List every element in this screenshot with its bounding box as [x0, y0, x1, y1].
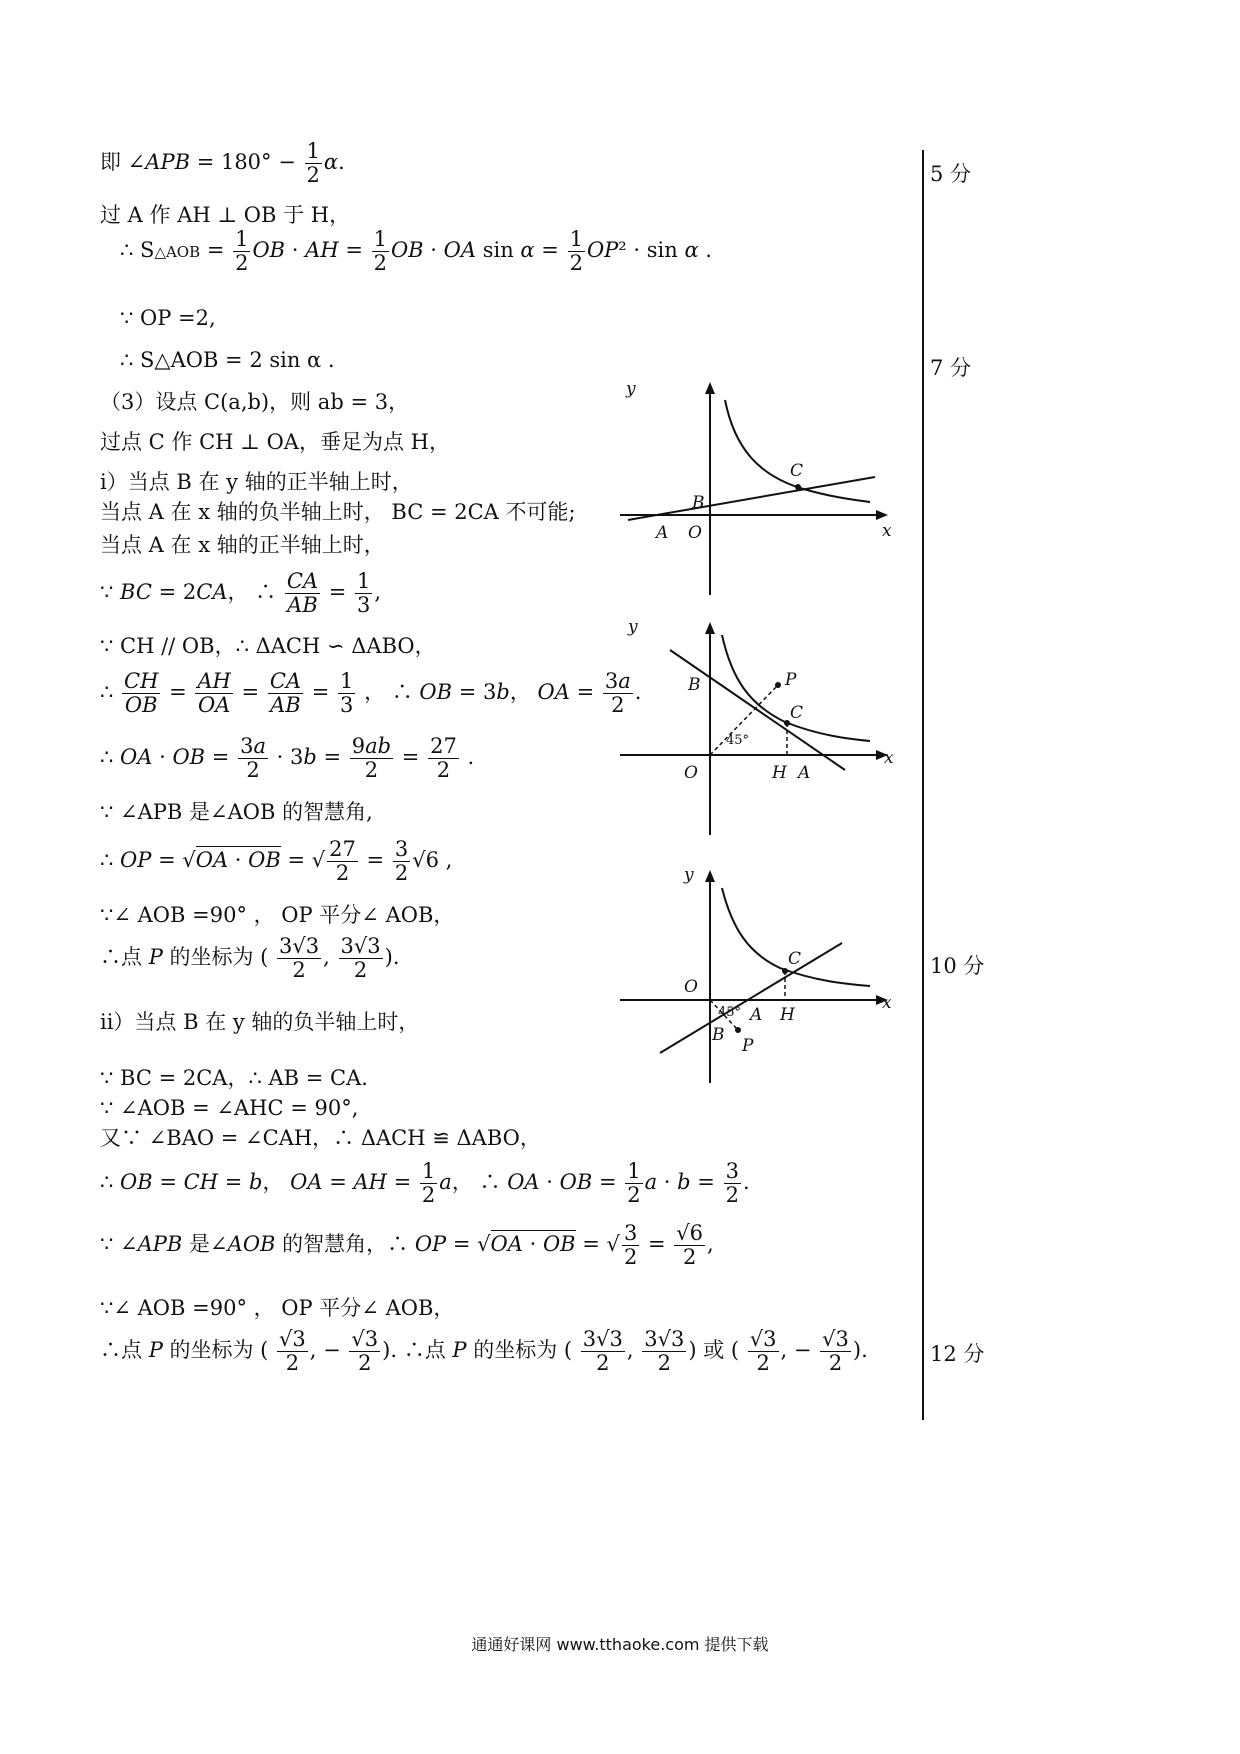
label-a: A — [750, 1005, 763, 1025]
text-similar: ∵ CH // OB，∴ ΔACH ∽ ΔABO， — [100, 634, 436, 658]
label-b: B — [712, 1025, 725, 1045]
formula-area-aob: ∴ S△AOB = $\frac{1}{2}$ OB · AH = $\frac{1}{2}$ OB · OA sin α = $\frac{1}{2}$ OP² · sin α . — [120, 227, 712, 276]
label-c: C — [788, 949, 802, 969]
label-y: y — [628, 620, 638, 637]
text-bisector: ∵∠ AOB =90° ， OP 平分∠ AOB， — [100, 903, 455, 927]
text-case2: ⅱ）当点 B 在 y 轴的负半轴上时， — [100, 1010, 420, 1034]
label-y: y — [626, 380, 636, 399]
label-x: x — [882, 993, 892, 1013]
y-arrow — [705, 870, 715, 882]
label-p: P — [742, 1036, 754, 1056]
x-arrow — [876, 510, 888, 520]
text-case1-neg: 当点 A 在 x 轴的负半轴上时， BC = 2CA 不可能; — [100, 500, 576, 524]
text-right-angles: ∵ ∠AOB = ∠AHC = 90°, — [100, 1096, 359, 1120]
label-o: O — [684, 763, 698, 783]
formula-p-coord-final: ∴点 P 的坐标为 ( $\frac{√3}{2}$ , − $\frac{√3}{2}$ ). ∴点 P 的坐标为 ( $\frac{3√3}{2}$ , $\frac{3√3}{2}$ ) 或 ( $\frac{√3}{2}$ , − $\frac{√3}{2}$ ). — [100, 1327, 868, 1376]
text-case1-pos: 当点 A 在 x 轴的正半轴上时， — [100, 533, 385, 557]
figure-1 — [620, 380, 900, 600]
y-arrow — [705, 622, 715, 634]
label-b: B — [692, 493, 705, 513]
text-wisdom-angle: ∵ ∠APB 是∠AOB 的智慧角, — [100, 800, 373, 824]
formula-op-length-2: ∵ ∠APB 是∠AOB 的智慧角，∴ OP = √OA · OB = √ $\frac{3}{2}$ = $\frac{√6}{2}$ , — [100, 1221, 714, 1270]
text-congruent: 又∵ ∠BAO = ∠CAH，∴ ΔACH ≌ ΔABO， — [100, 1126, 541, 1150]
label-p: P — [785, 670, 797, 690]
formula-angle-apb: 即 ∠APB = 180° − $\frac{1}{2}$ α. — [100, 139, 345, 188]
formula-op-length: ∴ OP = √OA · OB = √ $\frac{27}{2}$ = $\frac{3}{2}$ √6 , — [100, 837, 453, 886]
formula-area-result: ∴ S△AOB = 2 sin α . — [120, 348, 335, 372]
score-7: 7 分 — [930, 356, 972, 380]
formula-p-coord-1: ∴点 P 的坐标为 ( $\frac{3√3}{2}$ , $\frac{3√3}{2}$ ). — [100, 934, 400, 983]
score-10: 10 分 — [930, 954, 985, 978]
text-part3: （3）设点 C(a,b)，则 ab = 3， — [100, 390, 410, 414]
label-a: A — [656, 523, 669, 543]
figure-2 — [620, 620, 900, 840]
label-angle: 45° — [718, 1005, 742, 1020]
label-b: B — [688, 675, 701, 695]
score-divider — [922, 150, 924, 1420]
footer-source: 通通好课网 www.tthaoke.com 提供下载 — [471, 1635, 769, 1654]
formula-ob-oa: ∴ OB = CH = b， OA = AH = $\frac{1}{2}$ a， ∴ OA · OB = $\frac{1}{2}$ a · b = $\frac{3}{2}$ . — [100, 1159, 750, 1208]
label-h: H — [772, 763, 787, 783]
text-op-value: ∵ OP =2, — [120, 306, 216, 330]
text-bisector-2: ∵∠ AOB =90° ， OP 平分∠ AOB， — [100, 1296, 455, 1320]
text-draw-ah: 过 A 作 AH ⊥ OB 于 H， — [100, 203, 351, 227]
score-5: 5 分 — [930, 162, 972, 186]
label-c: C — [790, 703, 804, 723]
label-angle: 45° — [726, 733, 750, 748]
point-p — [735, 1027, 741, 1033]
label-x: x — [884, 748, 894, 768]
text-ab-ca: ∵ BC = 2CA，∴ AB = CA. — [100, 1066, 368, 1090]
figure-3 — [620, 868, 900, 1088]
score-12: 12 分 — [930, 1342, 985, 1366]
label-y: y — [684, 868, 694, 885]
formula-ratio-ca-ab: ∵ BC = 2CA， ∴ $\frac{CA}{AB}$ = $\frac{1}{3}$ , — [100, 569, 382, 618]
formula-product: ∴ OA · OB = $\frac{3a}{2}$ · 3b = $\frac{9ab}{2}$ = $\frac{27}{2}$ . — [100, 734, 475, 783]
label-o: O — [684, 977, 698, 997]
point-p — [775, 682, 781, 688]
label-c: C — [790, 461, 804, 481]
label-a: A — [798, 763, 811, 783]
point-c — [795, 484, 801, 490]
label-x: x — [882, 521, 892, 541]
label-o: O — [688, 523, 702, 543]
line-ab — [670, 650, 845, 770]
label-h: H — [780, 1005, 795, 1025]
line-ab — [628, 477, 875, 520]
formula-ratios: ∴ $\frac{CH}{OB}$ = $\frac{AH}{OA}$ = $\frac{CA}{AB}$ = $\frac{1}{3}$ ， ∴ OB = 3b， OA = $\frac{3a}{2}$ . — [100, 669, 642, 718]
text-case1: ⅰ）当点 B 在 y 轴的正半轴上时， — [100, 470, 413, 494]
text-draw-ch: 过点 C 作 CH ⊥ OA，垂足为点 H， — [100, 430, 450, 454]
y-arrow — [705, 382, 715, 394]
